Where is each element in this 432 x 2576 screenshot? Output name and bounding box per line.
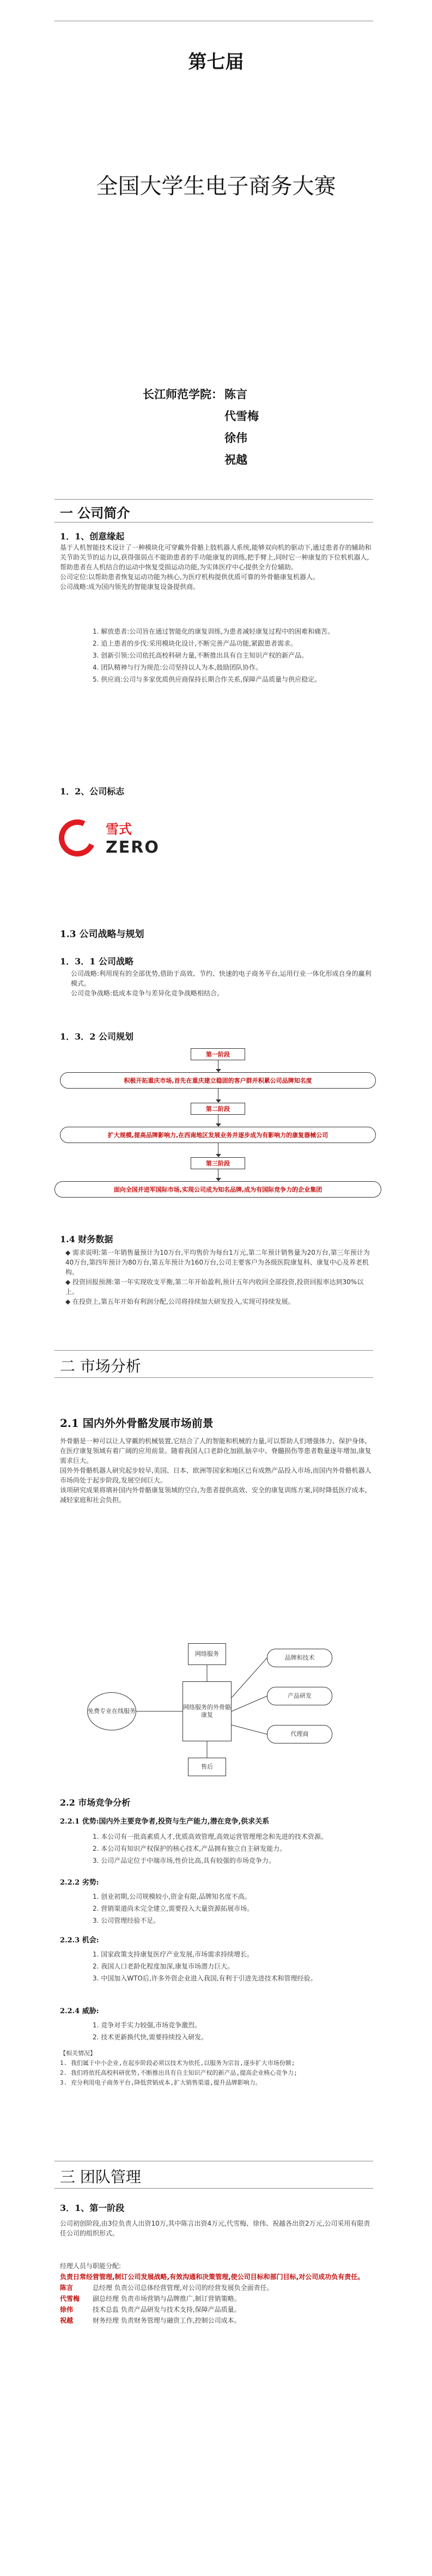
member-name: 徐伟 [224, 431, 247, 445]
subsection-heading: 2.2 市场竞争分析 [60, 1797, 131, 1808]
section-rule [54, 1350, 373, 1351]
subsection-heading: 2.2.2 劣势: [60, 1879, 99, 1887]
member-name: 祝越 [224, 453, 247, 466]
subsection-heading: 2.2.3 机会: [60, 1936, 99, 1945]
list-item: 3. 公司产品定位于中端市场,性价比高,具有较强的市场竞争力。 [93, 1857, 275, 1864]
paragraph: 公司战略:成为国内领先的智能康复设备提供商。 [60, 583, 200, 591]
opportunities-list [82, 1949, 373, 1985]
paragraph: ◆ 在投资上,第五年开始有利润分配,公司将持续加大研发投入,实现可持续发展。 [65, 1298, 295, 1305]
list-item: 2. 营销渠道尚未完全建立,需要投入大量资源拓展市场。 [93, 1905, 254, 1912]
section-heading: 三 团队管理 [60, 2168, 141, 2186]
section-rule [54, 522, 373, 523]
subsection-heading: 1．3．1 公司战略 [60, 956, 133, 967]
paragraph-block [60, 1436, 373, 1505]
note-line: 2. 我们将依托高校科研优势,不断推出具有自主知识产权的新产品,提高企业核心竞争力; [60, 2069, 297, 2076]
member-name: 徐伟 [60, 2306, 74, 2313]
list-item: 2. 我国人口老龄化程度加深,康复市场潜力巨大。 [93, 1963, 234, 1970]
member-name: 代雪梅 [60, 2295, 80, 2302]
team-intro: 经理人员与职能分配: [60, 2262, 121, 2270]
stage-1-label: 第一阶段 [191, 1048, 245, 1060]
subsection-heading: 2.2.1 优势:国内外主要竞争者,投资与生产能力,潜在竞争,供求关系 [60, 1818, 270, 1826]
paragraph: 该项研究成果将填补国内外骨骼康复领域的空白,为患者提供高效、安全的康复训练方案,同时降低医疗成本,减轻家庭和社会负担。 [60, 1486, 367, 1504]
note-line: 1. 我们属于中小企业,在起步阶段必须以技术为依托,以服务为宗旨,逐步扩大市场份额; [60, 2059, 295, 2067]
paragraph-block [65, 1248, 373, 1307]
section-heading: 一 公司简介 [60, 505, 130, 521]
threats-list [82, 2020, 373, 2044]
paragraph: ◆ 投资回报预测:第一年实现收支平衡,第二年开始盈利,预计五年内收回全部投资,投资回报率达到30%以上。 [65, 1278, 364, 1296]
list-item: 4. 团队精神与行为规范:公司坚持以人为本,鼓励团队协作。 [93, 664, 263, 671]
list-item: 2. 追上患者的步伐:采用模块化设计,不断完善产品功能,紧跟患者需求。 [93, 640, 297, 647]
subsection-heading: 3．1、第一阶段 [60, 2203, 125, 2213]
member-title: 副总经理 [93, 2295, 119, 2302]
stage-2-box: 扩大规模,提高品牌影响力,在西南地区发展业务并逐步成为有影响力的康复器械公司 [60, 1127, 376, 1143]
member-name: 代雪梅 [224, 409, 259, 423]
subsection-heading: 2.2.4 威胁: [60, 2007, 99, 2015]
paragraph: 外骨骼是一种可以让人穿戴的机械装置,它结合了人的智能和机械的力量,可以帮助人们增强体力、保护身体,在医疗康复领域有着广阔的应用前景。随着我国人口老龄化加剧,脑卒中、脊髓损伤等患者数量逐年增加,康复需求巨大。 [60, 1437, 372, 1465]
logo-text-en: ZERO [106, 838, 160, 857]
diagram-center-box: 网络服务的外骨骼康复 [182, 1681, 232, 1741]
member-name: 陈言 [60, 2284, 74, 2292]
school-label: 长江师范学院： [143, 387, 223, 401]
team-member-row [60, 2305, 373, 2314]
note-block [60, 2049, 373, 2088]
edition-title: 第七届 [188, 51, 244, 73]
list-item: 2. 技术更新换代快,需要持续投入研发。 [93, 2033, 208, 2041]
list-item: 3. 公司管理经验不足。 [93, 1917, 160, 1924]
competition-title: 全国大学生电子商务大赛 [96, 174, 336, 199]
team-member-row [60, 2294, 373, 2304]
section-rule [54, 499, 373, 500]
section-rule [54, 1377, 373, 1378]
note-line: 3. 充分利用电子商务平台,降低营销成本,扩大销售渠道,提升品牌影响力。 [60, 2079, 261, 2086]
paragraph: 基于人机智能技术设计了一种模块化可穿戴外骨骼上肢机器人系统,能够双向机的驱动下,通过患者存的辅助和关节助关节的运力以,获得强弱点不能助患者的手功能康复的训练,把手臂上,同时它一种康复的下位机机器人,帮助患者在人机结合的运动中恢复受损运动功能,为实体医疗中心提供全方位辅助。 [60, 544, 372, 571]
team-member-row [60, 2316, 373, 2325]
list-item: 3. 创新引领:公司依托高校科研力量,不断推出具有自主知识产权的新产品。 [93, 652, 308, 659]
member-duty: 负责财务管理与融资工作,控制公司成本。 [120, 2317, 241, 2324]
authors-block [143, 384, 259, 471]
list-item: 2. 本公司有知识产权保护的核心技术,产品拥有独立自主研发能力。 [93, 1845, 287, 1852]
member-name: 陈言 [224, 387, 247, 401]
list-item: 5. 供应商:公司与多家优质供应商保持长期合作关系,保障产品质量与供应稳定。 [93, 676, 321, 683]
subsection-heading: 1.4 财务数据 [60, 1234, 113, 1244]
subsection-heading: 1．2、公司标志 [60, 786, 125, 797]
note-title: 【相关情况】 [60, 2050, 96, 2057]
diagram-left-circle: 免费专业在线服务 [87, 1692, 136, 1730]
member-title: 技术总监 [93, 2306, 119, 2313]
subsection-heading: 2.1 国内外外骨骼发展市场前景 [60, 1417, 214, 1430]
numbered-list [82, 627, 373, 686]
subsection-heading: 1．1、创意缘起 [60, 531, 125, 542]
section-rule [54, 2188, 373, 2189]
member-duty: 负责产品研发与技术支持,保障产品质量。 [120, 2306, 241, 2313]
paragraph-block [60, 543, 373, 592]
list-item: 1. 解放患者:公司旨在通过智能化的康复训练,为患者减轻康复过程中的困难和痛苦。 [93, 628, 334, 635]
team-block [60, 2261, 373, 2326]
member-title: 财务经理 [93, 2317, 119, 2324]
member-duty: 负责公司总体经营管理,对公司的经营发展负全面责任。 [114, 2284, 273, 2292]
stage-3-label: 第三阶段 [191, 1157, 245, 1169]
stage-2-label: 第二阶段 [191, 1103, 245, 1115]
plan-flowchart [54, 1048, 381, 1223]
list-item: 1. 国家政策支持康复医疗产业发展,市场需求持续增长。 [93, 1951, 254, 1958]
list-item: 1. 竞争对手实力较强,市场竞争激烈。 [93, 2021, 202, 2029]
list-item: 1. 本公司有一批高素质人才,优质高效管理,高效运营管理理念和先进的技术资源。 [93, 1833, 327, 1840]
diagram-right-top: 品牌和技术 [267, 1649, 332, 1667]
paragraph-block [71, 969, 373, 998]
team-member-row [60, 2283, 373, 2293]
paragraph: ◆ 需求说明:第一年销售量预计为10万台,平均售价为每台1万元,第二年预计销售量为20万台,第三年预计为40万台,第四年预计为80万台,第五年预计为160万台,公司主要客户为各级医院康复科、康复中心及养老机构。 [65, 1249, 370, 1276]
paragraph: 国外外骨骼机器人研究起步较早,美国、日本、欧洲等国家和地区已有成熟产品投入市场,而国内外骨骼机器人市场尚处于起步阶段,发展空间巨大。 [60, 1467, 372, 1484]
paragraph: 公司定位:以帮助患者恢复运动功能为核心,为医疗机构提供优质可靠的外骨骼康复机器人。 [60, 573, 319, 581]
section-heading: 二 市场分析 [60, 1357, 141, 1375]
diagram-right-bot: 代理商 [267, 1725, 332, 1743]
diagram-right-mid: 产品研发 [267, 1687, 332, 1705]
paragraph: 公司初创阶段,由3位负责人出资10万,其中陈言出资4万元,代雪梅、徐伟、祝越各出资2万元,公司采用有限责任公司的组织形式。 [60, 2220, 370, 2237]
subsection-heading: 1．3．2 公司规划 [60, 1031, 133, 1042]
paragraph: 公司战略:利用现有的全部优势,借助于高效、节约、快速的电子商务平台,运用行业一体化形成自身的赢利模式。 [71, 970, 372, 987]
diagram-bottom-box: 售后 [188, 1758, 226, 1776]
weaknesses-list [82, 1892, 373, 1928]
logo-text-cn: 雪式 [106, 822, 132, 837]
diagram-top-box: 网络服务 [188, 1643, 226, 1665]
market-diagram [87, 1643, 360, 1785]
list-item: 1. 创业初期,公司规模较小,资金有限,品牌知名度不高。 [93, 1893, 251, 1900]
list-item: 3. 中国加入WTO后,许多外资企业进入我国,有利于引进先进技术和管理经验。 [93, 1974, 317, 1982]
logo-ring-icon [53, 814, 101, 861]
member-name: 祝越 [60, 2317, 74, 2324]
paragraph: 公司竞争战略:低成本竞争与差异化竞争战略相结合。 [71, 989, 224, 997]
strengths-list [82, 1832, 373, 1868]
company-logo [59, 817, 168, 866]
team-highlight: 负责日常经营管理,制订公司发展战略,有效沟通和决策管理,使公司目标和部门目标,对公司成功负有责任。 [60, 2273, 364, 2281]
stage-3-box: 面向全国并进军国际市场,实现公司成为知名品牌,成为有国际竞争力的企业集团 [54, 1181, 381, 1198]
member-title: 总经理 [93, 2284, 113, 2292]
member-duty: 负责市场营销与品牌推广,制订营销策略。 [120, 2295, 241, 2302]
stage-1-box: 积极开拓重庆市场,首先在重庆建立稳固的客户群并积累公司品牌知名度 [60, 1072, 376, 1089]
subsection-heading: 1.3 公司战略与规划 [60, 929, 144, 940]
